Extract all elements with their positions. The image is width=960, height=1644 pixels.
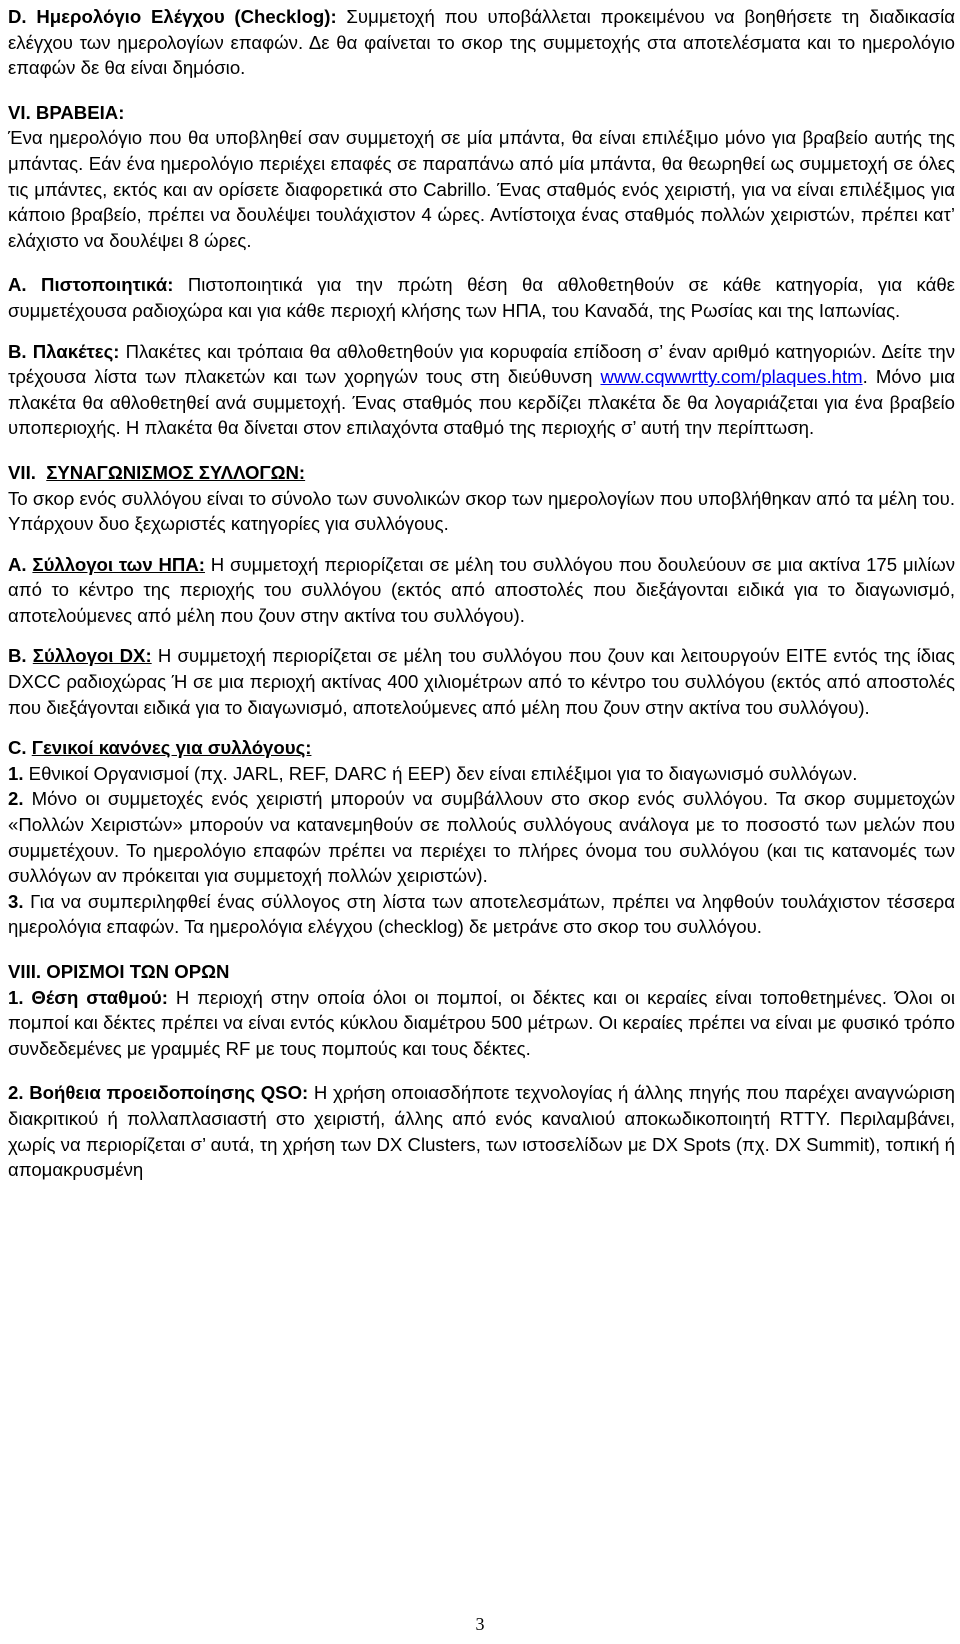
dx-clubs-heading: Σύλλογοι DX:	[32, 645, 152, 667]
section-d-text: Συμμετοχή που υποβάλλεται προκειμένου να βοηθήσετε τη διαδικασία ελέγχου των ημερολογίων επαφών. Δε θα φαίνεται το σκορ της συμμετοχής στα αποτελέσματα και το ημερολόγιο επαφών δε θα είναι δημόσιο.	[8, 6, 955, 79]
section-vii-text: Το σκορ ενός συλλόγου είναι το σύνολο των συνολικών σκορ των ημερολογίων που υποβλήθηκαν από τα μέλη του. Υπάρχουν δυο ξεχωριστές κατηγορίες για συλλόγους.	[8, 487, 955, 535]
section-vii-title: ΣΥΝΑΓΩΝΙΣΜΟΣ ΣΥΛΛΟΓΩΝ:	[46, 461, 306, 483]
club-rule-text: Μόνο οι συμμετοχές ενός χειριστή μπορούν να συμβάλλουν στο σκορ ενός συλλόγου. Τα σκορ συμμετοχών «Πολλών Χειριστών» μπορούν να κατανεμηθούν σε πολλούς συλλόγους ανάλογα με το ποσοστό των μελών που συμμετέχουν. Το ημερολόγιο επαφών πρέπει να περιέχει το πλήρες όνομα του συλλόγου (και τις κατανομές των συλλόγων αν πρόκειται για συμμετοχή πολλών χειριστών).	[8, 788, 955, 887]
section-viii-heading: VIII. ΟΡΙΣΜΟΙ ΤΩΝ ΟΡΩΝ	[8, 961, 230, 982]
definition-number: 1.	[8, 986, 24, 1008]
plaques-link[interactable]: www.cqwwrtty.com/plaques.htm	[600, 366, 863, 388]
club-rule-number: 2.	[8, 788, 24, 810]
section-vii-number: VII.	[8, 461, 36, 483]
plaques-paragraph	[8, 339, 955, 441]
us-clubs-text: Η συμμετοχή περιορίζεται σε μέλη του συλλόγου που δουλεύουν σε μια ακτίνα 175 μιλίων από το κέντρο της περιοχής του συλλόγου (εκτός από αποστολές που διεξάγονται ειδικά για το διαγωνισμό, αποτελούμενες από μέλη που ζουν στην ακτίνα του συλλόγου).	[8, 553, 956, 626]
certificates-paragraph	[8, 272, 955, 323]
us-clubs-heading: Σύλλογοι των ΗΠΑ:	[32, 553, 205, 575]
club-rule	[8, 761, 955, 787]
certificates-heading: A. Πιστοποιητικά:	[8, 274, 174, 296]
section-vi-text: Ένα ημερολόγιο που θα υποβληθεί σαν συμμετοχή σε μία μπάντα, θα είναι επιλέξιμο μόνο για βραβείο αυτής της μπάντας. Εάν ένα ημερολόγιο περιέχει επαφές σε παραπάνω από μία μπάντα, θα θεωρηθεί ως συμμετοχή σε όλες τις μπάντες, εκτός και αν ορίσετε διαφορετικά στο Cabrillo. Ένας σταθμός ενός χειριστή, για να είναι επιλέξιμος για κάποιο βραβείο, πρέπει να δουλέψει τουλάχιστον 4 ώρες. Αντίστοιχα ένας σταθμός πολλών χειριστών, πρέπει κατ’ ελάχιστο να δουλέψει 8 ώρες.	[8, 127, 955, 251]
us-clubs-paragraph	[8, 552, 955, 629]
section-vi-heading: VI. ΒΡΑΒΕΙΑ:	[8, 101, 125, 123]
plaques-text-2: . Μόνο μια πλακέτα θα αθλοθετηθεί ανά συμμετοχή. Ένας σταθμός που κερδίζει πλακέτα δε θα λογαριάζεται για ένα βραβείο υποπεριοχής. Η πλακέτα θα δίνεται στον επιλαχόντα σταθμό της περιοχής σ’ αυτή την περίπτωση.	[8, 366, 956, 439]
dx-clubs-prefix: B.	[8, 645, 27, 667]
definition-text: Η χρήση οποιασδήποτε τεχνολογίας ή άλλης πηγής που παρέχει αναγνώριση διακριτικού ή πολλαπλασιαστή στο χειριστή, άλλης από ενός καναλιού αποκωδικοποιητή RTTY. Περιλαμβάνει, χωρίς να περιορίζεται σ’ αυτά, τη χρήση των DX Clusters, των ιστοσελίδων με DX Spots (πχ. DX Summit), τοπική ή απομακρυσμένη	[8, 1082, 955, 1181]
club-rule-text: Για να συμπεριληφθεί ένας σύλλογος στη λίστα των αποτελεσμάτων, πρέπει να ληφθούν τουλάχιστον τέσσερα ημερολόγια επαφών. Τα ημερολόγια ελέγχου (checklog) δε μετράνε στο σκορ του συλλόγου.	[8, 890, 955, 938]
definition-heading: Θέση σταθμού:	[31, 986, 168, 1008]
plaques-text-1: Πλακέτες και τρόπαια θα αθλοθετηθούν για κορυφαία επίδοση σ’ έναν αριθμό κατηγοριών. Δείτε την τρέχουσα λίστα των πλακετών και των χορηγών τους στη διεύθυνση	[8, 340, 955, 388]
club-rules-heading	[8, 735, 955, 761]
definition-heading: Βοήθεια προειδοποίησης QSO:	[29, 1082, 309, 1104]
club-rules-title: Γενικοί κανόνες για συλλόγους:	[31, 737, 312, 759]
section-d-heading: D. Ημερολόγιο Ελέγχου (Checklog):	[8, 6, 337, 27]
definition-number: 2.	[8, 1082, 24, 1104]
club-rules-prefix: C.	[8, 737, 27, 759]
page-number: 3	[475, 1614, 485, 1634]
plaques-heading: B. Πλακέτες:	[8, 340, 120, 362]
certificates-text: Πιστοποιητικά για την πρώτη θέση θα αθλοθετηθούν σε κάθε κατηγορία, για κάθε συμμετέχουσα ραδιοχώρα και για κάθε περιοχή κλήσης των ΗΠΑ, του Καναδά, της Ρωσίας και της Ιαπωνίας.	[8, 274, 955, 321]
definition-text: Η περιοχή στην οποία όλοι οι πομποί, οι δέκτες και οι κεραίες είναι τοποθετημένες. Όλοι οι πομποί και δέκτες πρέπει να είναι εντός κύκλου διαμέτρου 500 μέτρων. Οι κεραίες πρέπει να είναι με φυσικό τρόπο συνδεδεμένες με γραμμές RF με τους πομπούς και τους δέκτες.	[8, 986, 956, 1059]
dx-clubs-paragraph	[8, 643, 955, 720]
definition-station-location	[8, 985, 955, 1062]
club-rule-text: Εθνικοί Οργανισμοί (πχ. JARL, REF, DARC ή EEP) δεν είναι επιλέξιμοι για το διαγωνισμό συλλόγων.	[23, 762, 858, 784]
us-clubs-prefix: A.	[8, 553, 27, 575]
section-vii-heading	[8, 460, 955, 486]
club-rule	[8, 786, 955, 888]
section-d-checklog	[8, 4, 955, 81]
club-rule	[8, 889, 955, 940]
dx-clubs-text: Η συμμετοχή περιορίζεται σε μέλη του συλλόγου που ζουν και λειτουργούν ΕΙΤΕ εντός της ίδιας DXCC ραδιοχώρας Ή σε μια περιοχή ακτίνας 400 χιλιομέτρων από το κέντρο του συλλόγου (εκτός από αποστολές που διεξάγονται ειδικά για το διαγωνισμό, αποτελούμενες από μέλη που ζουν στην ακτίνα του συλλόγου).	[8, 645, 955, 718]
club-rule-number: 3.	[8, 890, 24, 912]
club-rule-number: 1.	[8, 762, 24, 784]
document-page	[8, 4, 955, 1183]
definition-qso-alerting	[8, 1080, 955, 1182]
